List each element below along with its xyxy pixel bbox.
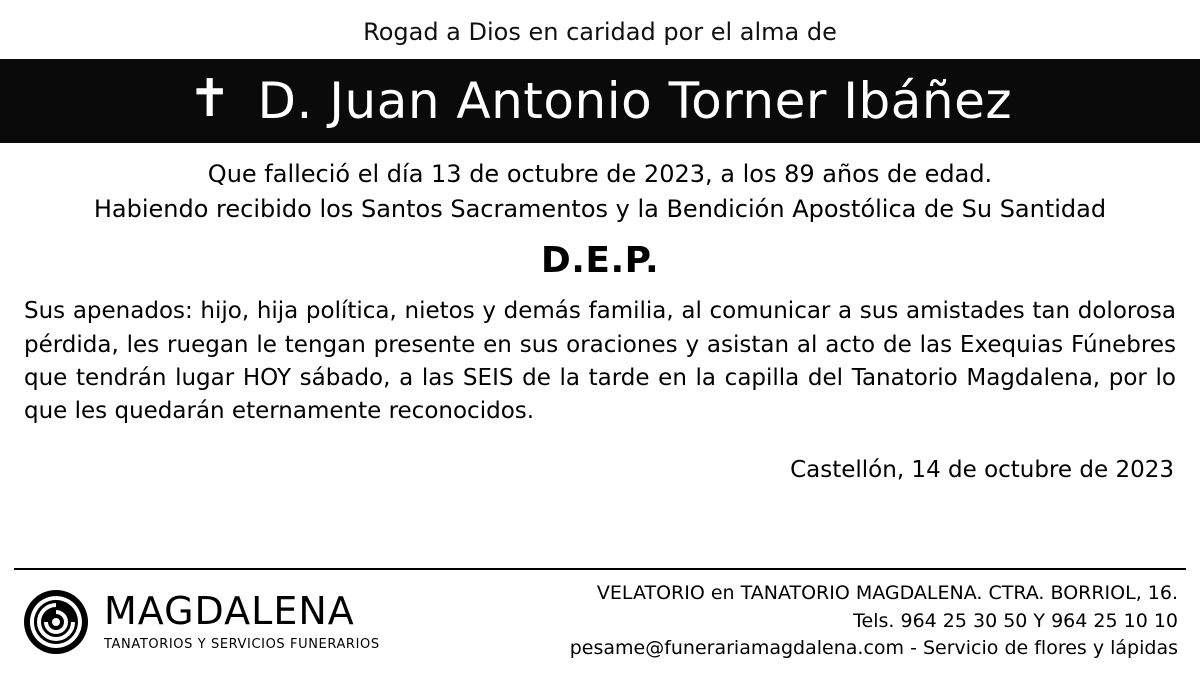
cross-icon: ✝ <box>187 68 232 129</box>
email-services-line: pesame@funerariamagdalena.com - Servicio de flores y lápidas <box>569 637 1178 660</box>
footer-contact <box>570 580 1178 663</box>
brand-tagline: TANATORIOS Y SERVICIOS FUNERARIOS <box>104 636 380 652</box>
dep-text: D.E.P. <box>540 240 660 282</box>
phones-line: Tels. 964 25 30 50 Y 964 25 10 10 <box>853 609 1178 632</box>
deceased-name: D. Juan Antonio Torner Ibáñez <box>257 71 1013 130</box>
died-line: Que falleció el día 13 de octubre de 2023, a los 89 años de edad. <box>207 159 993 188</box>
body-spacer <box>22 483 1178 569</box>
place-date: Castellón, 14 de octubre de 2023 <box>790 456 1174 483</box>
footer <box>0 570 1200 675</box>
name-banner <box>0 59 1200 143</box>
brand-text <box>104 588 380 652</box>
brand <box>22 588 380 656</box>
notice-body <box>0 143 1200 569</box>
brand-name: MAGDALENA <box>104 588 355 633</box>
sacraments-line: Habiendo recibido los Santos Sacramentos y la Bendición Apostólica de Su Santidad <box>93 194 1107 223</box>
intro-line: Rogad a Dios en caridad por el alma de <box>363 18 837 46</box>
magdalena-spiral-logo-icon <box>22 588 90 656</box>
mourners-text: Sus apenados: hijo, hija política, nietos y demás familia, al comunicar a sus amistades tan dolorosa pérdida, les ruegan le tengan presente en sus oraciones y asistan al acto de las Exequias Fúnebres que tendrán lugar HOY sábado, a las SEIS de la tarde en la capilla del Tanatorio Magdalena, por lo que les quedarán eternamente reconocidos. <box>24 298 1176 425</box>
venue-line: VELATORIO en TANATORIO MAGDALENA. CTRA. BORRIOL, 16. <box>596 582 1178 605</box>
